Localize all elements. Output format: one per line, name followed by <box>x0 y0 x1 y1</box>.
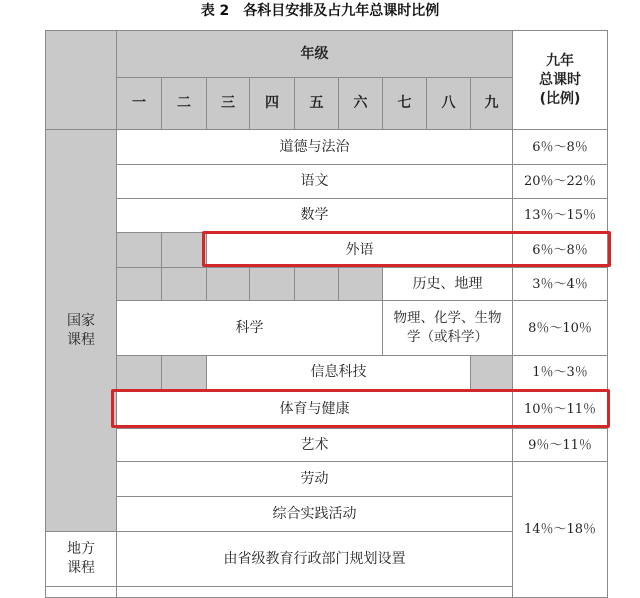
grade-1-header: 一 <box>116 77 162 130</box>
grade-2-header: 二 <box>161 77 207 130</box>
subject-pe-health: 体育与健康 <box>116 389 513 429</box>
grade-4-header: 四 <box>249 77 295 130</box>
ratio-foreign-language: 6％～8％ <box>512 232 608 268</box>
shaded-history-g4 <box>249 267 295 301</box>
shaded-it-g9 <box>470 355 513 390</box>
ratio-art: 9％～11％ <box>512 428 608 462</box>
subject-labor: 劳动 <box>116 461 513 497</box>
ratio-science: 8％～10％ <box>512 300 608 356</box>
ratio-header-line1: 九年 <box>546 52 574 69</box>
shaded-history-g3 <box>206 267 250 301</box>
pe-health-highlight <box>111 389 610 428</box>
grade-header: 年级 <box>116 30 513 78</box>
subject-morality: 道德与法治 <box>116 129 513 165</box>
ratio-pe-health: 10％～11％ <box>512 389 608 429</box>
subject-chinese: 语文 <box>116 164 513 199</box>
shaded-it-g1 <box>116 355 162 390</box>
table-title: 表 2 各科目安排及占九年总课时比例 <box>200 3 440 19</box>
subject-local-curriculum: 由省级教育行政部门规划设置 <box>116 531 513 587</box>
local-label-line1: 地方 <box>67 541 95 557</box>
shaded-history-g5 <box>294 267 339 301</box>
national-label-line2: 课程 <box>67 331 95 348</box>
ratio-history-geography: 3％～4％ <box>512 267 608 301</box>
grade-8-header: 八 <box>426 77 471 130</box>
subject-practice-activities: 综合实践活动 <box>116 496 513 532</box>
local-label-line2: 课程 <box>67 560 95 576</box>
subject-foreign-language: 外语 <box>206 232 513 268</box>
ratio-header-line2: 总课时 <box>539 71 581 88</box>
ratio-it: 1％～3％ <box>512 355 608 390</box>
subject-art: 艺术 <box>116 428 513 462</box>
local-curriculum-label <box>45 531 117 587</box>
bottom-partial-cell <box>45 586 117 598</box>
physics-chem-bio-line2: 学（或科学） <box>407 329 488 345</box>
shaded-foreign-g1 <box>116 232 162 268</box>
grade-5-header: 五 <box>294 77 339 130</box>
shaded-foreign-g2 <box>161 232 207 268</box>
national-curriculum-label <box>45 129 117 532</box>
shaded-history-g6 <box>338 267 383 301</box>
subject-it: 信息科技 <box>206 355 471 390</box>
grade-6-header: 六 <box>338 77 383 130</box>
physics-chem-bio-line1: 物理、化学、生物 <box>393 310 502 326</box>
national-label-line1: 国家 <box>67 312 95 329</box>
bottom-partial-row <box>116 586 513 598</box>
subject-history-geography: 历史、地理 <box>382 267 513 301</box>
ratio-chinese: 20％～22％ <box>512 164 608 199</box>
shaded-history-g1 <box>116 267 162 301</box>
foreign-language-highlight <box>202 231 611 267</box>
subject-physics-chem-bio <box>382 300 513 356</box>
top-left-empty-cell <box>45 30 117 130</box>
subject-science: 科学 <box>116 300 383 356</box>
shaded-it-g2 <box>161 355 207 390</box>
shaded-history-g2 <box>161 267 207 301</box>
ratio-math: 13％～15％ <box>512 198 608 233</box>
ratio-morality: 6％～8％ <box>512 129 608 165</box>
ratio-labor-practice-local: 14％～18％ <box>512 461 608 598</box>
ratio-header <box>512 30 608 130</box>
grade-9-header: 九 <box>470 77 513 130</box>
subject-math: 数学 <box>116 198 513 233</box>
grade-7-header: 七 <box>382 77 427 130</box>
grade-3-header: 三 <box>206 77 250 130</box>
ratio-header-line3: (比例) <box>539 90 581 107</box>
